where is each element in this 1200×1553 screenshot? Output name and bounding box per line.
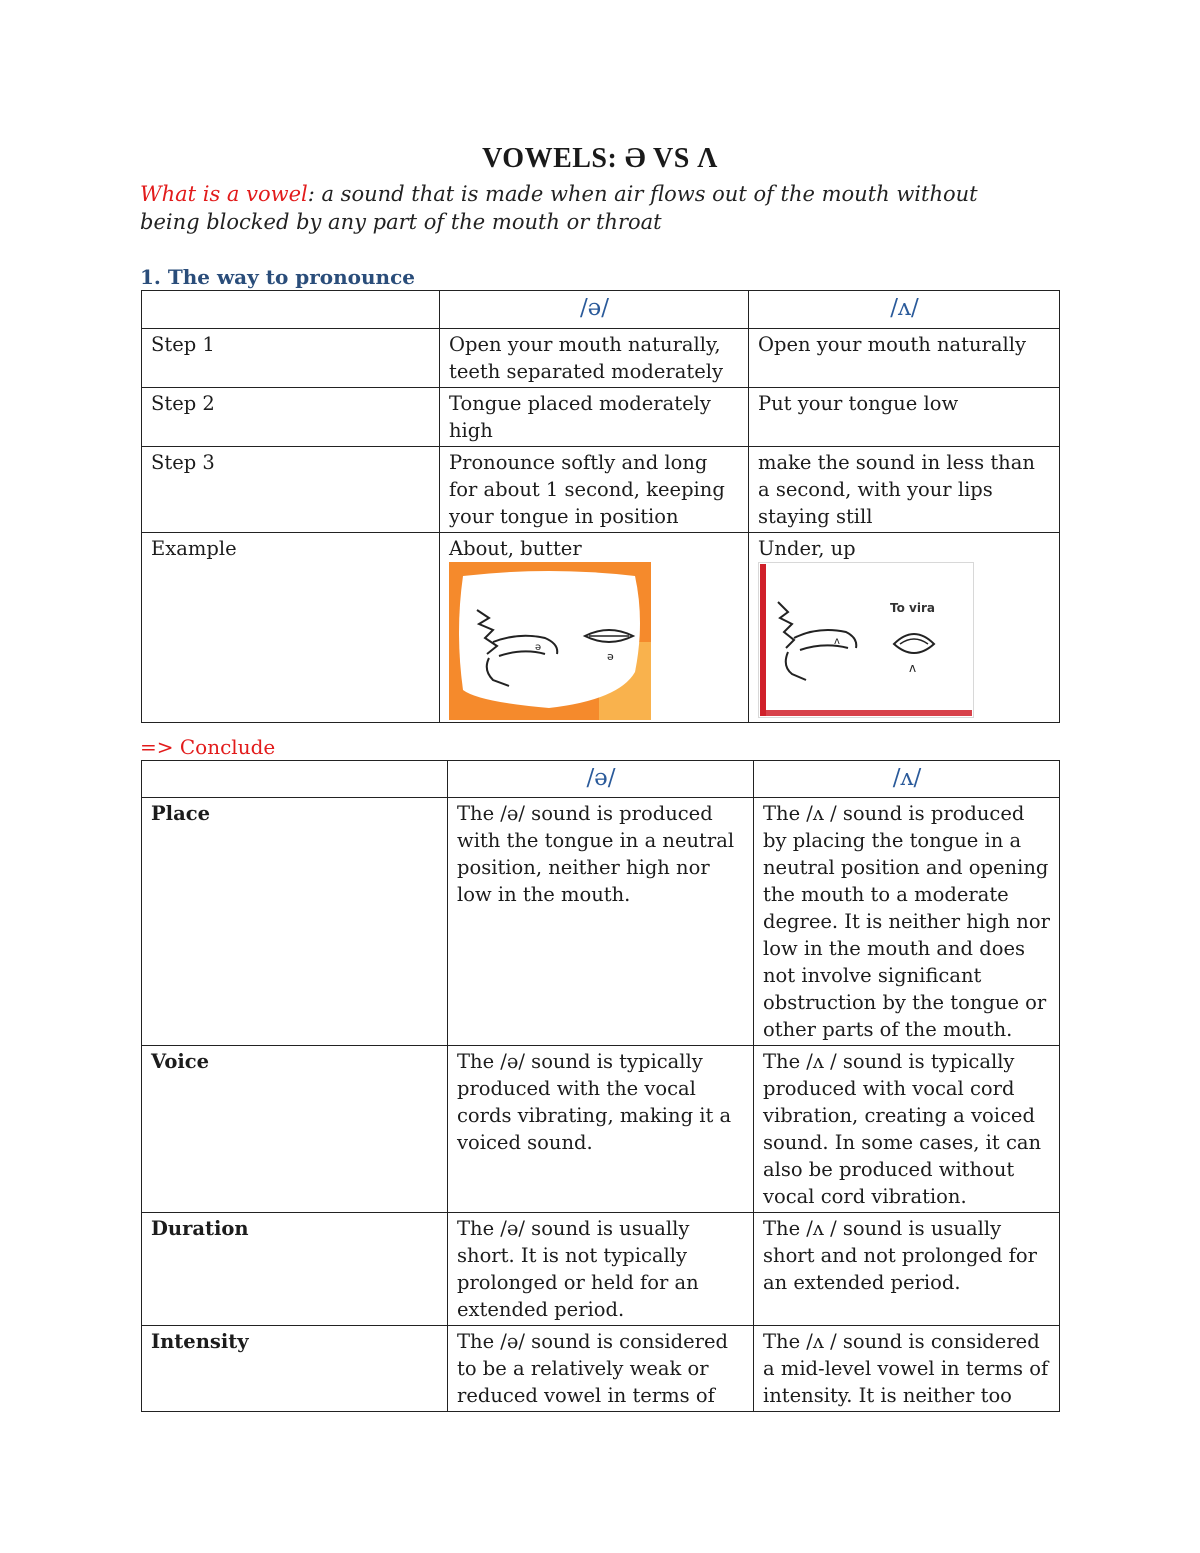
- conclusion-table: [141, 760, 1060, 1412]
- row-label: Example: [142, 533, 440, 723]
- header-cell-wedge: /ʌ/: [749, 291, 1060, 329]
- intro-label: What is a vowel: [140, 182, 308, 206]
- wedge-diagram-symbol: ʌ: [834, 636, 840, 647]
- schwa-cell: The /ə/ sound is produced with the tongue in a neutral position, neither high nor low in the mouth.: [448, 798, 754, 1046]
- table-row: [142, 388, 1060, 447]
- table-row: [142, 1213, 1060, 1326]
- schwa-lips-symbol: ə: [607, 650, 614, 663]
- schwa-cell: The /ə/ sound is considered to be a relatively weak or reduced vowel in terms of: [448, 1326, 754, 1412]
- row-label: Place: [142, 798, 448, 1046]
- table-header-row: [142, 761, 1060, 798]
- header-cell-empty: [142, 761, 448, 798]
- table-row: [142, 1326, 1060, 1412]
- wedge-cell: The /ʌ / sound is produced by placing the tongue in a neutral position and opening the mouth to a moderate degree. It is neither high nor low in the mouth and does not involve significant obstruction by the tongue or other parts of the mouth.: [754, 798, 1060, 1046]
- wedge-mouth-diagram: [758, 562, 974, 718]
- schwa-cell: The /ə/ sound is usually short. It is not typically prolonged or held for an extended period.: [448, 1213, 754, 1326]
- table-row: [142, 533, 1060, 723]
- wedge-cell: The /ʌ / sound is typically produced with vocal cord vibration, creating a voiced sound. In some cases, it can also be produced without vocal cord vibration.: [754, 1046, 1060, 1213]
- row-label: Step 2: [142, 388, 440, 447]
- schwa-cell: Tongue placed moderately high: [440, 388, 749, 447]
- schwa-example-text: About, butter: [449, 537, 582, 560]
- table-row: [142, 329, 1060, 388]
- table-row: [142, 1046, 1060, 1213]
- header-cell-wedge: /ʌ/: [754, 761, 1060, 798]
- table-row: [142, 447, 1060, 533]
- schwa-cell: Open your mouth naturally, teeth separated moderately: [440, 329, 749, 388]
- row-label: Voice: [142, 1046, 448, 1213]
- intro-text: : a sound that is made when air flows out of the mouth without being blocked by any part of the mouth or throat: [140, 182, 978, 234]
- header-cell-schwa: /ə/: [448, 761, 754, 798]
- row-label: Step 1: [142, 329, 440, 388]
- schwa-cell: Pronounce softly and long for about 1 second, keeping your tongue in position: [440, 447, 749, 533]
- schwa-diagram-symbol: ə: [535, 642, 542, 653]
- conclude-label: => Conclude: [140, 735, 276, 759]
- wedge-lips-symbol: ʌ: [909, 661, 917, 675]
- wedge-cell: Put your tongue low: [749, 388, 1060, 447]
- wedge-cell: The /ʌ / sound is considered a mid-level vowel in terms of intensity. It is neither too: [754, 1326, 1060, 1412]
- section-heading: 1. The way to pronounce: [140, 265, 415, 289]
- wedge-example-cell: [749, 533, 1060, 723]
- wedge-cell: make the sound in less than a second, with your lips staying still: [749, 447, 1060, 533]
- page-title: VOWELS: Ə VS Ʌ: [482, 143, 718, 174]
- table-row: [142, 798, 1060, 1046]
- schwa-example-cell: [440, 533, 749, 723]
- wedge-cell: Open your mouth naturally: [749, 329, 1060, 388]
- wedge-cell: The /ʌ / sound is usually short and not prolonged for an extended period.: [754, 1213, 1060, 1326]
- intro-paragraph: [140, 180, 1040, 236]
- row-label: Duration: [142, 1213, 448, 1326]
- wedge-example-text: Under, up: [758, 537, 856, 560]
- wedge-diagram-caption: To vira: [890, 601, 935, 615]
- header-cell-empty: [142, 291, 440, 329]
- header-cell-schwa: /ə/: [440, 291, 749, 329]
- row-label: Intensity: [142, 1326, 448, 1412]
- table-header-row: [142, 291, 1060, 329]
- schwa-mouth-diagram: [449, 562, 651, 720]
- pronunciation-table: [141, 290, 1060, 723]
- schwa-cell: The /ə/ sound is typically produced with the vocal cords vibrating, making it a voiced sound.: [448, 1046, 754, 1213]
- row-label: Step 3: [142, 447, 440, 533]
